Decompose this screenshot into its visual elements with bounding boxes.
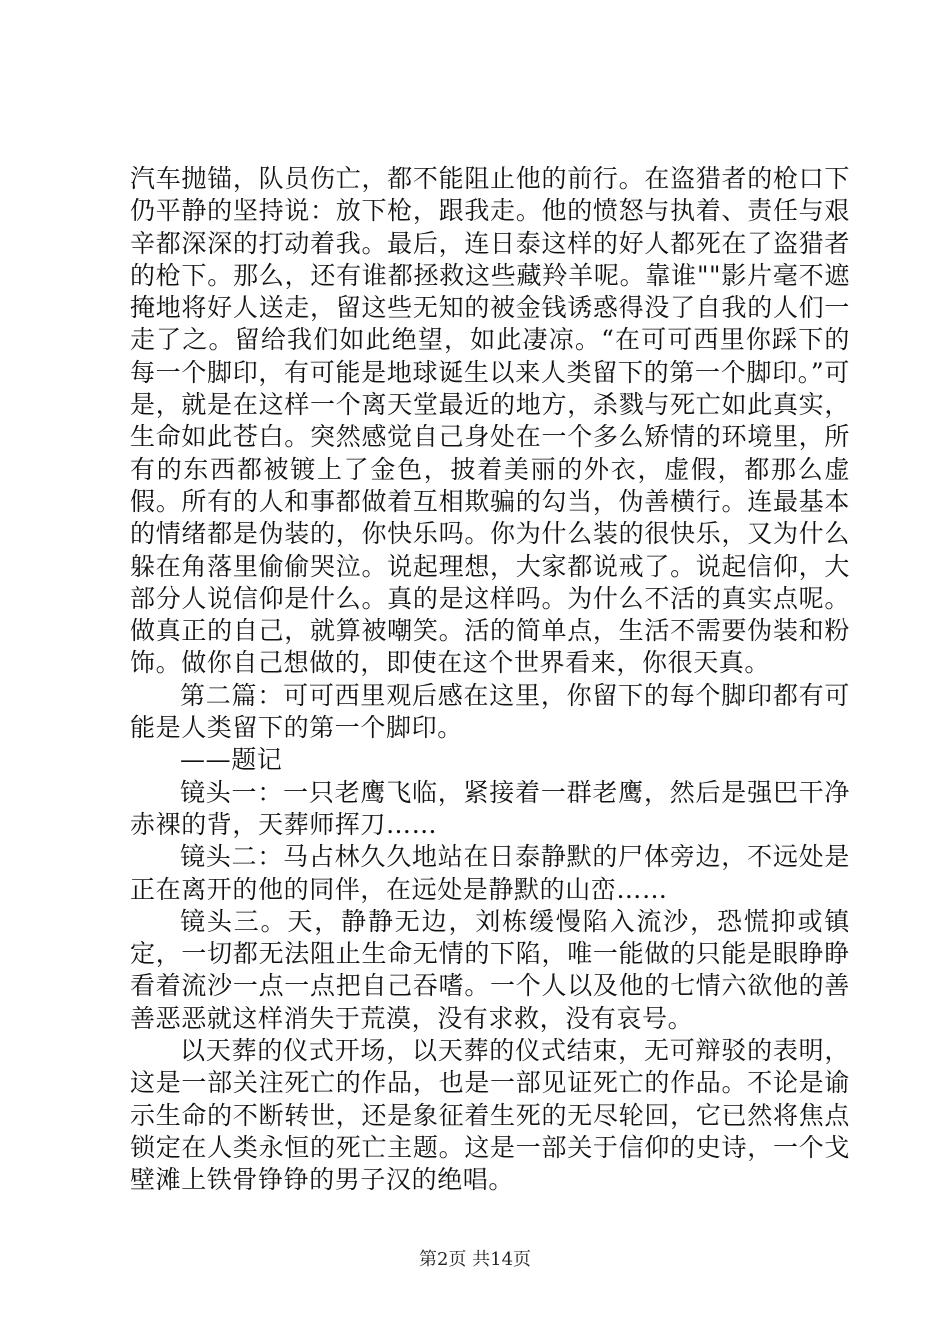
paragraph-shot-3: 镜头三。天，静静无边，刘栋缓慢陷入流沙，恐慌抑或镇定，一切都无法阻止生命无情的下陷，唯一能做的只能是眼睁睁看着流沙一点一点把自己吞嗜。一个人以及他的七情六欲他的善善恶恶就这样消失于荒漠，没有求救，没有哀号。: [130, 906, 850, 1033]
page-number-footer: 第2页 共14页: [418, 1249, 532, 1270]
paragraph-2-heading: 第二篇：可可西里观后感在这里，你留下的每个脚印都有可能是人类留下的第一个脚印。: [130, 680, 850, 743]
document-body: [130, 163, 850, 1197]
paragraph-conclusion: 以天葬的仪式开场，以天葬的仪式结束，无可辩驳的表明，这是一部关注死亡的作品，也是一部见证死亡的作品。不论是谕示生命的不断转世，还是象征着生死的无尽轮回，它已然将焦点锁定在人类永恒的死亡主题。这是一部关于信仰的史诗，一个戈壁滩上铁骨铮铮的男子汉的绝唱。: [130, 1036, 850, 1195]
paragraph-shot-1: 镜头一：一只老鹰飞临，紧接着一群老鹰，然后是强巴干净赤裸的背，天葬师挥刀……: [130, 777, 850, 839]
paragraph-1: 汽车抛锚，队员伤亡，都不能阻止他的前行。在盗猎者的枪口下仍平静的坚持说：放下枪，跟我走。他的愤怒与执着、责任与艰辛都深深的打动着我。最后，连日泰这样的好人都死在了盗猎者的枪下。那么，还有谁都拯救这些藏羚羊呢。靠谁""影片毫不遮掩地将好人送走，留这些无知的被金钱诱惑得没了自我的人们一走了之。留给我们如此绝望，如此凄凉。“在可可西里你踩下的每一个脚印，有可能是地球诞生以来人类留下的第一个脚印。”可是，就是在这样一个离天堂最近的地方，杀戮与死亡如此真实，生命如此苍白。突然感觉自己身处在一个多么矫情的环境里，所有的东西都被镀上了金色，披着美丽的外衣，虚假，都那么虚假。所有的人和事都做着互相欺骗的勾当，伪善横行。连最基本的情绪都是伪装的，你快乐吗。你为什么装的很快乐，又为什么躲在角落里偷偷哭泣。说起理想，大家都说戒了。说起信仰，大部分人说信仰是什么。真的是这样吗。为什么不活的真实点呢。做真正的自己，就算被嘲笑。活的简单点，生活不需要伪装和粉饰。做你自己想做的，即使在这个世界看来，你很天真。: [130, 164, 850, 678]
epigraph-note: ——题记: [180, 745, 283, 775]
paragraph-shot-2: 镜头二：马占林久久地站在日泰静默的尸体旁边，不远处是正在离开的他的同伴，在远处是静默的山峦……: [130, 842, 850, 904]
